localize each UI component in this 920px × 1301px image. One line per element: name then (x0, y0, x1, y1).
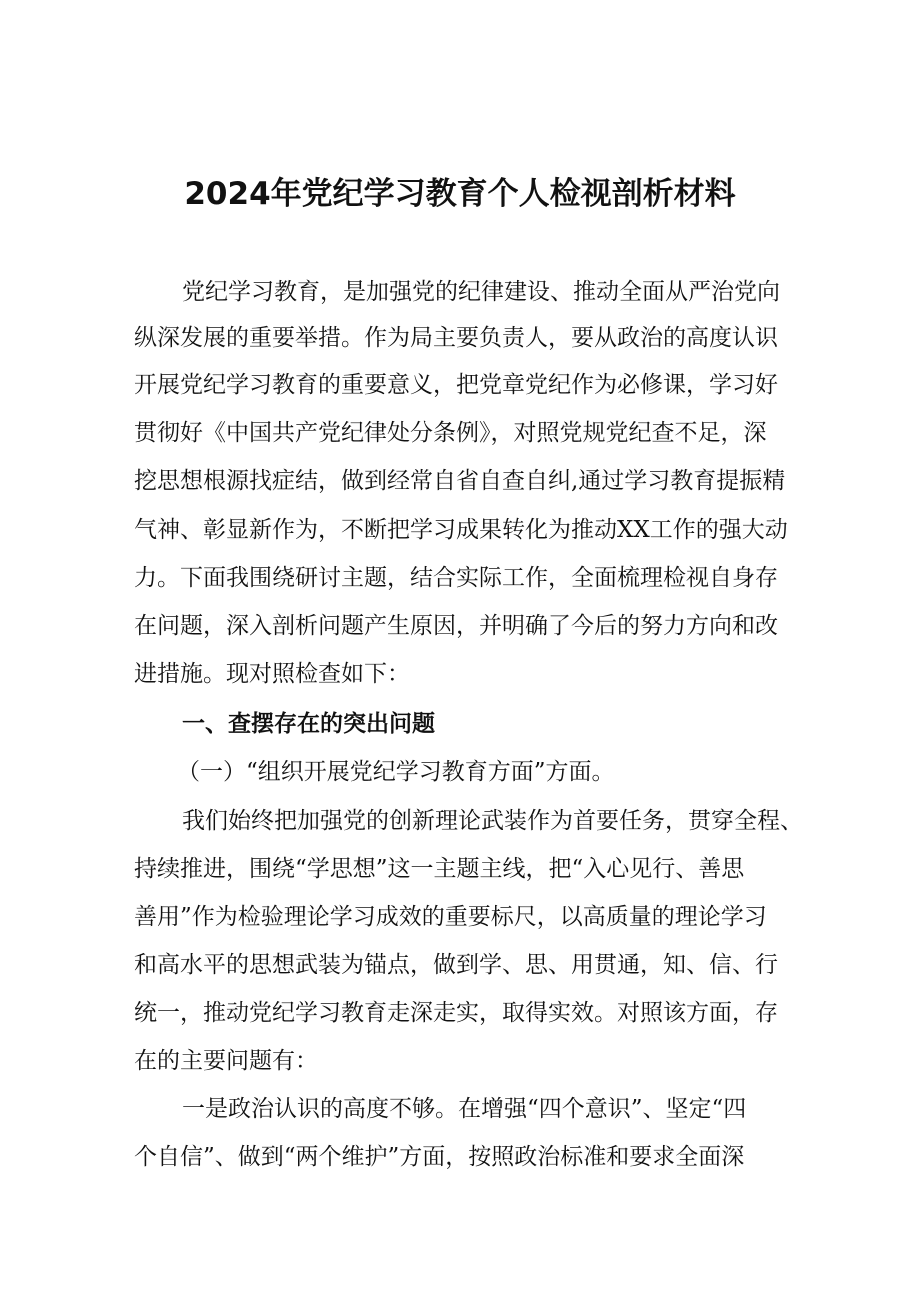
intro-line-7: 力。下面我围绕研讨主题，结合实际工作，全面梳理检视自身存 (134, 565, 778, 591)
intro-line-1: 党纪学习教育，是加强党的纪律建设、推动全面从严治党向 (182, 279, 780, 305)
para2-line-4: 和高水平的思想武装为锚点，做到学、思、用贯通，知、信、行 (134, 952, 778, 978)
para3-line-1: 一是政治认识的高度不够。在增强“四个意识”、坚定“四 (182, 1096, 747, 1122)
document-title: 2024年党纪学习教育个人检视剖析材料 (184, 176, 736, 212)
para3-line-2: 个自信”、做到“两个维护”方面，按照政治标准和要求全面深 (134, 1144, 745, 1170)
intro-line-6: 气神、彰显新作为，不断把学习成果转化为推动XX工作的强大动 (134, 517, 788, 543)
para2-line-5: 统一，推动党纪学习教育走深走实，取得实效。对照该方面，存 (134, 1000, 778, 1026)
section-heading-1: 一、查摆存在的突出问题 (182, 711, 435, 737)
intro-line-9: 进措施。现对照检查如下： (134, 661, 410, 687)
intro-line-4: 贯彻好《中国共产党纪律处分条例》，对照党规党纪查不足，深 (134, 420, 767, 446)
intro-line-8: 在问题，深入剖析问题产生原因，并明确了今后的努力方向和改 (134, 613, 778, 639)
para2-line-1: 我们始终把加强党的创新理论武装作为首要任务，贯穿全程、 (182, 808, 803, 834)
intro-line-2: 纵深发展的重要举措。作为局主要负责人，要从政治的高度认识 (134, 325, 778, 351)
para2-line-3: 善用”作为检验理论学习成效的重要标尺，以高质量的理论学习 (134, 904, 767, 930)
para2-line-2: 持续推进，围绕“学思想”这一主题主线，把“入心见行、善思 (134, 856, 745, 882)
intro-line-5: 挖思想根源找症结，做到经常自省自查自纠,通过学习教育提振精 (134, 468, 786, 494)
para2-line-6: 在的主要问题有： (134, 1048, 318, 1074)
intro-line-3: 开展党纪学习教育的重要意义，把党章党纪作为必修课，学习好 (134, 372, 778, 398)
subsection-heading-1: （一）“组织开展党纪学习教育方面”方面。 (177, 759, 615, 785)
